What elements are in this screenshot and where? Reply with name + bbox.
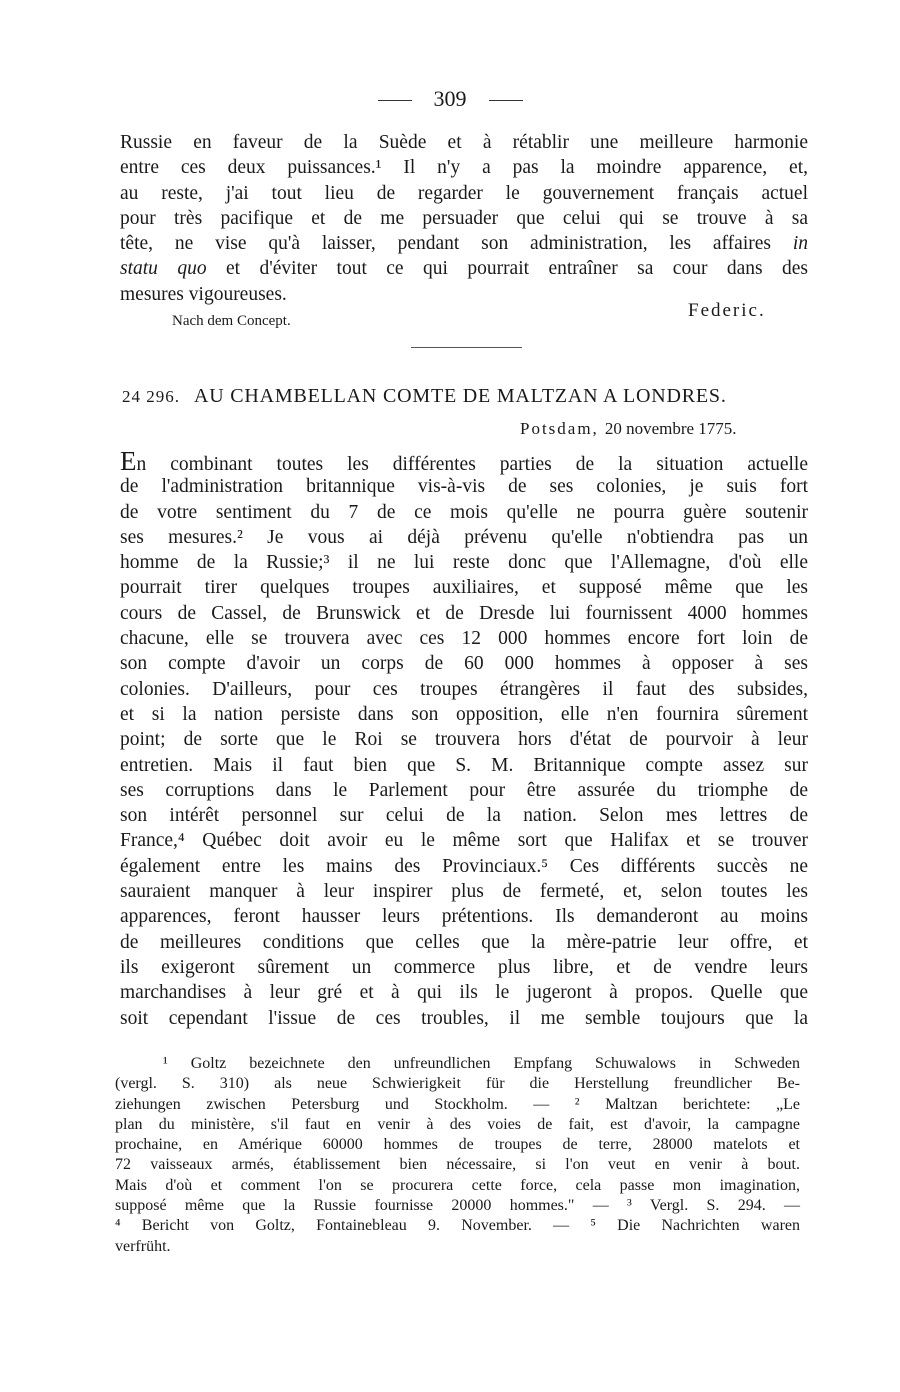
italic-word: in	[792, 233, 809, 255]
page-number: 309	[433, 86, 467, 111]
footnote-line: 72 vaisseaux armés, établissement bien nécessaire, si l'on veut en venir à bout.	[115, 1156, 800, 1174]
footnote-line: Mais d'où et comment l'on se procurera cette force, cela passe mon imagination,	[115, 1176, 800, 1194]
text-line: également entre les mains des Provinciaux.⁵ Ces différents succès ne	[120, 855, 808, 877]
text-line: son intérêt personnel sur celui de la nation. Selon mes lettres de	[120, 805, 808, 827]
text-line: mesures vigoureuses.	[120, 283, 287, 305]
text-line: homme de la Russie;³ il ne lui reste donc que l'Allemagne, d'où elle	[120, 552, 808, 574]
text-line: et si la nation persiste dans son opposition, elle n'en fournira sûrement	[120, 703, 808, 725]
text-line: ses mesures.² Je vous ai déjà prévenu qu'elle n'obtiendra pas un	[120, 526, 808, 548]
drop-cap: E	[120, 446, 137, 476]
text-line: entre ces deux puissances.¹ Il n'y a pas la moindre apparence, et,	[120, 157, 808, 179]
letter-continuation	[120, 130, 808, 307]
document-number: 24 296.	[122, 387, 180, 406]
letter-body	[120, 446, 808, 1031]
text-line: En combinant toutes les différentes parties de la situation actuelle	[120, 446, 808, 476]
text-line: Russie en faveur de la Suède et à rétablir une meilleure harmonie	[120, 132, 808, 153]
text-line: sauraient manquer à leur inspirer plus de fermeté, et, selon toutes les	[120, 881, 808, 903]
text-line: de l'administration britannique vis-à-vis de ses colonies, je suis fort	[120, 476, 808, 498]
signature: Federic.	[688, 300, 766, 321]
text-line: point; de sorte que le Roi se trouvera hors d'état de pourvoir à leur	[120, 729, 808, 751]
text-line: marchandises à leur gré et à qui ils le jugeront à propos. Quelle que	[120, 982, 808, 1004]
dateline-date: 20 novembre 1775.	[604, 419, 737, 438]
text-line: tête, ne vise qu'à laisser, pendant son administration, les affaires in	[120, 233, 809, 255]
text-line: chacune, elle se trouvera avec ces 12 000 hommes encore fort loin de	[120, 628, 808, 650]
footnote-line: (vergl. S. 310) als neue Schwierigkeit für die Herstellung freundlicher Be-	[115, 1075, 800, 1093]
footnote-line: prochaine, en Amérique 60000 hommes de troupes de terre, 28000 matelots et	[115, 1136, 800, 1154]
source-note: Nach dem Concept.	[172, 313, 291, 329]
text-line: pour très pacifique et de me persuader que celui qui se trouve à sa	[120, 207, 808, 229]
text-line: son compte d'avoir un corps de 60 000 hommes à opposer à ses	[120, 653, 808, 675]
page-header	[0, 86, 900, 112]
text-line: de votre sentiment du 7 de ce mois qu'elle ne pourra guère soutenir	[120, 501, 808, 523]
text-line: ses corruptions dans le Parlement pour être assurée du triomphe de	[120, 779, 808, 801]
text-line: pourrait tirer quelques troupes auxiliaires, et supposé même que les	[120, 577, 808, 599]
footnote-line: ¹ Goltz bezeichnete den unfreundlichen Empfang Schuwalows in Schweden	[163, 1055, 800, 1072]
text-line: France,⁴ Québec doit avoir eu le même sort que Halifax et se trouver	[120, 830, 808, 852]
italic-phrase: statu quo	[120, 258, 207, 280]
text-line: ils exigeront sûrement un commerce plus libre, et de vendre leurs	[120, 956, 808, 978]
dateline-place: Potsdam,	[520, 419, 599, 438]
text-line: au reste, j'ai tout lieu de regarder le gouvernement français actuel	[120, 182, 808, 204]
text-line: soit cependant l'issue de ces troubles, il me semble toujours que la	[120, 1007, 808, 1029]
section-separator	[411, 347, 522, 348]
document-title: AU CHAMBELLAN COMTE DE MALTZAN A LONDRES.	[194, 385, 727, 407]
text-line: colonies. D'ailleurs, pour ces troupes étrangères il faut des subsides,	[120, 678, 808, 700]
footnote-line: ziehungen zwischen Petersburg und Stockholm. — ² Maltzan berichtete: „Le	[115, 1095, 800, 1113]
dateline	[520, 419, 737, 439]
text-line: statu quo et d'éviter tout ce qui pourrait entraîner sa cour dans des	[120, 258, 808, 280]
text-line: cours de Cassel, de Brunswick et de Dresde lui fournissent 4000 hommes	[120, 602, 808, 624]
footnote-line: ⁴ Bericht von Goltz, Fontainebleau 9. November. — ⁵ Die Nachrichten waren	[115, 1217, 800, 1235]
header-dash-left	[378, 100, 412, 101]
footnote-line: supposé même que la Russie fournisse 20000 hommes." — ³ Vergl. S. 294. —	[115, 1197, 800, 1215]
document-heading	[122, 385, 806, 408]
text-line: entretien. Mais il faut bien que S. M. Britannique compte assez sur	[120, 754, 808, 776]
footnote-line: plan du ministère, s'il faut en venir à des voies de fait, est d'avoir, la campagne	[115, 1115, 800, 1133]
footnote-line: verfrüht.	[115, 1237, 171, 1255]
footnotes	[115, 1054, 800, 1257]
text-line: de meilleures conditions que celles que la mère-patrie leur offre, et	[120, 931, 808, 953]
header-dash-right	[489, 100, 523, 101]
text-line: apparences, feront hausser leurs prétentions. Ils demanderont au moins	[120, 906, 808, 928]
